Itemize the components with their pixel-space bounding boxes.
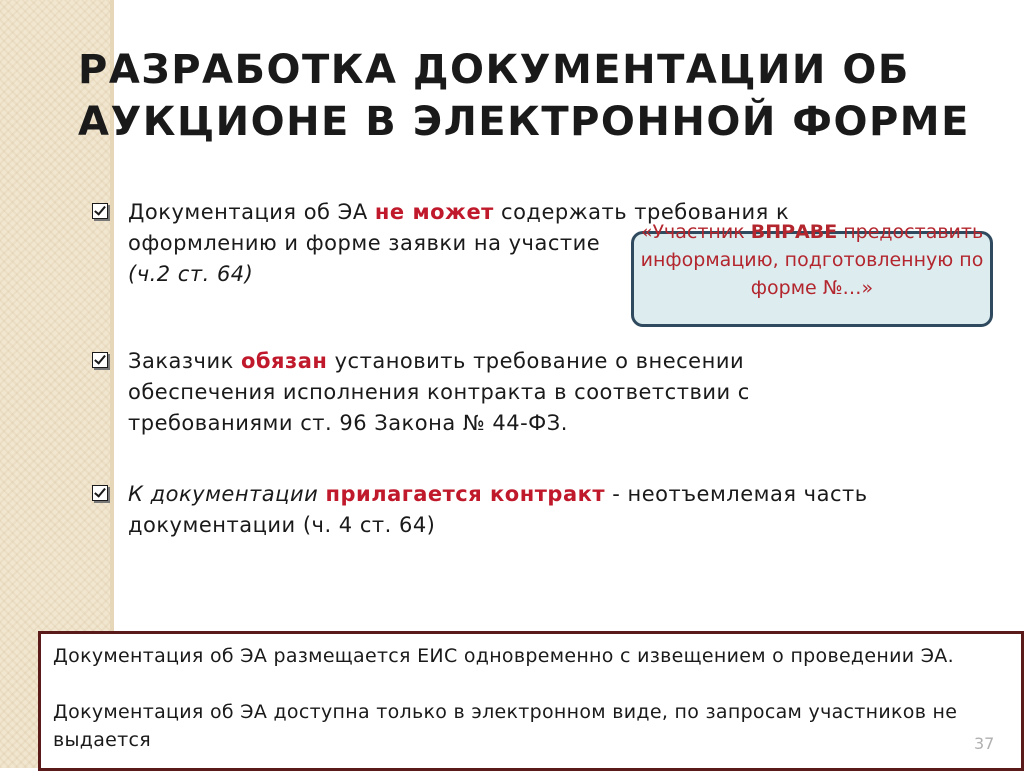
bullet-reference: (ч.2 ст. 64) xyxy=(128,262,254,286)
note-line: Документация об ЭА доступна только в электронном виде, по запросам участников не выдается xyxy=(53,701,958,751)
callout-text: предоставить информацию, подготовленную по форме №…» xyxy=(640,221,984,299)
bullet-highlight: не может xyxy=(374,200,494,224)
slide-title: РАЗРАБОТКА ДОКУМЕНТАЦИИ ОБ АУКЦИОНЕ В ЭЛЕКТРОННОЙ ФОРМЕ xyxy=(78,47,970,145)
bullet-text: К документации xyxy=(128,482,326,506)
bullet-text: установить требование о внесении обеспечения исполнения контракта в соответствии с требованиями ст. 96 Закона № 44-ФЗ. xyxy=(128,349,750,435)
bullet-item xyxy=(92,346,892,439)
note-box xyxy=(38,631,1024,771)
bullet-text: - неотъемлемая часть документации (ч. 4 ст. 64) xyxy=(128,482,868,537)
bullet-text: Документация об ЭА xyxy=(128,200,375,224)
bullet-text: содержать требования к оформлению и форме заявки на участие xyxy=(128,200,790,255)
callout-text: «Участник xyxy=(640,221,751,243)
checkbox-bullet-icon xyxy=(92,485,108,501)
slide-number: 37 xyxy=(974,734,995,753)
callout-box xyxy=(631,221,993,327)
checkbox-bullet-icon xyxy=(92,352,108,368)
bullet-item xyxy=(92,479,892,541)
bullet-highlight: прилагается контракт xyxy=(325,482,606,506)
bullet-highlight: обязан xyxy=(240,349,328,373)
note-line: Документация об ЭА размещается ЕИС одновременно с извещением о проведении ЭА. xyxy=(53,645,954,667)
callout-highlight: ВПРАВЕ xyxy=(750,221,838,243)
checkbox-bullet-icon xyxy=(92,203,108,219)
bullet-text: Заказчик xyxy=(128,349,241,373)
